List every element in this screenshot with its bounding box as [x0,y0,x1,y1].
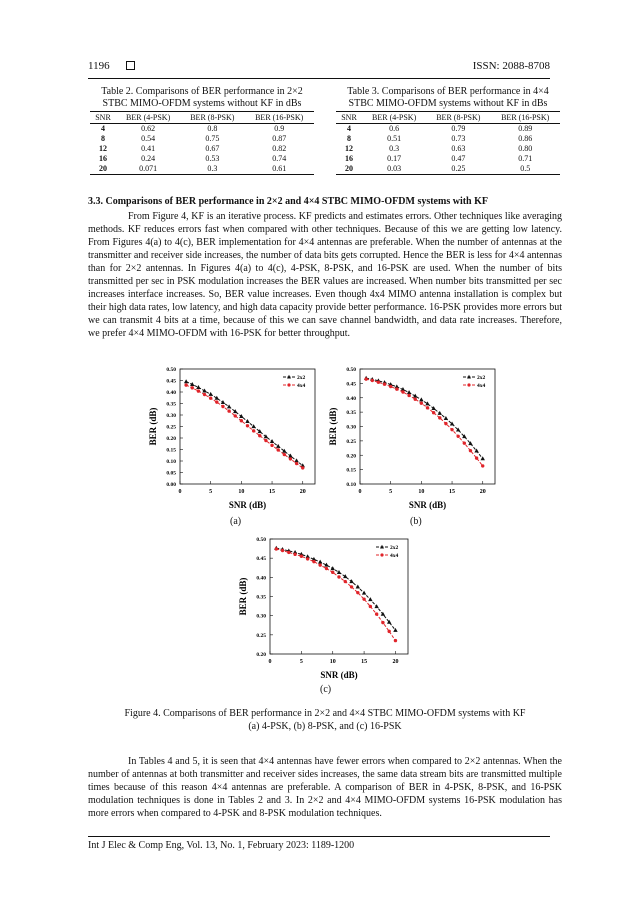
table-cell: 0.54 [141,134,156,143]
data-point-4x4 [426,406,429,409]
y-tick-label: 0.35 [166,401,176,408]
section-heading: 3.3. Comparisons of BER performance in 2×2 and 4×4 STBC MIMO-OFDM systems with KF [88,196,488,207]
table-cell: 0.71 [518,154,533,163]
x-tick-label: 10 [329,659,336,665]
legend-label: 4x4 [390,553,399,559]
ber-chart-8psk [326,362,501,514]
data-point-4x4 [240,419,243,422]
y-tick-label: 0.15 [166,447,176,454]
data-point-2x2 [221,400,225,404]
y-tick-label: 0.25 [346,438,356,445]
legend-label: 2x2 [390,545,399,551]
table-cell: 0.53 [205,154,220,163]
x-tick-label: 20 [299,489,306,495]
data-point-4x4 [191,386,194,389]
data-point-4x4 [184,383,187,386]
data-point-4x4 [375,612,378,615]
data-point-4x4 [344,580,347,583]
table-cell: 0.24 [141,154,156,163]
data-point-2x2 [362,591,366,595]
data-point-4x4 [362,597,365,600]
data-point-4x4 [281,549,284,552]
table-cell: 4 [347,124,352,133]
y-tick-label: 0.20 [256,652,266,658]
data-point-4x4 [387,630,390,633]
data-point-4x4 [203,393,206,396]
table-2-grid [90,111,314,175]
legend-label: 2x2 [477,375,486,381]
figure-caption [88,707,562,733]
data-point-4x4 [275,547,278,550]
data-point-2x2 [368,597,372,601]
data-point-4x4 [432,411,435,414]
data-point-4x4 [356,591,359,594]
x-tick-label: 10 [238,489,245,495]
table-cell: 0.74 [272,154,287,163]
data-point-4x4 [221,405,224,408]
table-cell: 0.79 [451,124,466,133]
table-cell: 12 [345,144,354,153]
data-point-2x2 [374,604,378,608]
x-axis-label: SNR (dB) [320,670,358,680]
data-point-2x2 [184,379,188,383]
x-axis-label: SNR (dB) [408,500,447,510]
series-line-2x2 [366,378,483,459]
table-row [90,124,314,135]
table-cell: 0.3 [389,144,400,153]
x-tick-label: 10 [418,489,425,495]
data-point-4x4 [331,571,334,574]
data-point-4x4 [444,422,447,425]
table-cell: 16 [345,154,354,163]
x-tick-label: 20 [392,659,399,665]
table-row [336,134,560,144]
data-point-4x4 [293,553,296,556]
data-point-4x4 [420,402,423,405]
table-3 [336,86,560,175]
series-line-2x2 [276,548,395,630]
table-row [336,154,560,164]
table-header-cell: BER (8-PSK) [180,112,244,124]
y-tick-label: 0.45 [346,381,356,388]
table-cell: 0.6 [389,124,400,133]
table-cell: 0.071 [116,164,180,175]
table-cell: 0.75 [205,134,220,143]
y-tick-label: 0.30 [346,424,356,431]
data-point-4x4 [227,409,230,412]
data-point-2x2 [356,585,360,589]
legend-label: 4x4 [477,383,486,389]
footer-divider [88,836,550,837]
x-tick-label: 15 [269,489,276,495]
data-point-4x4 [287,551,290,554]
table-cell: 0.17 [387,154,402,163]
x-tick-label: 0 [358,489,362,495]
y-tick-label: 0.20 [346,453,356,460]
page-number: 1196 [88,60,110,72]
x-tick-label: 5 [209,489,213,495]
table-cell: 0.87 [272,134,287,143]
data-point-4x4 [246,424,249,427]
y-tick-label: 0.10 [346,482,356,488]
y-tick-label: 0.10 [166,459,176,465]
data-point-2x2 [431,406,435,410]
data-point-2x2 [245,419,249,423]
table-cell: 0.41 [141,144,156,153]
table-header-cell: BER (4-PSK) [362,112,426,124]
table-cell: 20 [336,164,362,175]
data-point-2x2 [343,574,347,578]
subfigure-label-c: (c) [320,684,332,695]
data-point-4x4 [350,585,353,588]
data-point-4x4 [283,453,286,456]
table-cell: 4 [101,124,106,133]
table-3-caption: Table 3. Comparisons of BER performance in 4×4 STBC MIMO-OFDM systems without KF in dBs [347,86,549,109]
x-tick-label: 5 [299,659,303,665]
table-cell: 12 [99,144,108,153]
body-paragraph-2: In Tables 4 and 5, it is seen that 4×4 antennas have fewer errors when compared to 2×2 antennas. When the number of antennas at both transmitter and receiver sides increases, the same data stream bits are transmitted multiple times because of this reason 4×4 antennas are preferable. A comparison of BER in 4-PSK, 8-PSK, and 16-PSK modulation techniques is done in Tables 2 and 3. In 2×2 and 4×4 MIMO-OFDM systems 16-PSK modulation has more errors when compared to 4-PSK and 8-PSK modulation techniques. [88,756,562,819]
y-axis-label: BER (dB) [328,407,338,446]
data-point-4x4 [289,457,292,460]
table-row [90,144,314,154]
table-3-grid [336,111,560,175]
data-point-4x4 [395,387,398,390]
y-tick-label: 0.45 [166,378,176,385]
data-point-4x4 [264,439,267,442]
table-cell: 0.47 [451,154,466,163]
data-point-4x4 [276,448,279,451]
table-row [336,164,560,175]
table-row [336,124,560,135]
data-point-4x4 [383,383,386,386]
y-tick-label: 0.50 [166,367,176,373]
plot-frame [270,539,408,654]
legend-marker-4x4 [380,553,383,556]
table-cell: 0.80 [518,144,533,153]
data-point-4x4 [407,394,410,397]
data-point-4x4 [381,621,384,624]
data-point-2x2 [294,458,298,462]
table-cell: 0.67 [205,144,220,153]
data-point-4x4 [318,563,321,566]
series-line-4x4 [276,549,395,641]
table-cell: 0.62 [141,124,156,133]
y-tick-label: 0.50 [256,537,266,543]
data-point-4x4 [401,390,404,393]
body-paragraph-1: From Figure 4, KF is an iterative process. KF predicts and estimates errors. Other techniques like averaging methods. KF reduces errors fast when compared with other techniques. Because of this we are getting low latency. From Figures 4(a) to 4(c), BER implementation for 4×4 antennas are preferable. When the number of antennas at the transmitter and receiver side increases, the number of data bits gets corrupted. Hence the BER is less for 4×4 antennas than for 2×2 antennas. In Figures 4(a) to 4(c), 4-PSK, 8-PSK, and 16-PSK are used. When the number of bits transmitted per sec in PSK modulation increases the BER values are increased. When number bits transmitted per sec increases interface increases. So, BER value increases. Even though 4x4 MIMO antenna installation is complex but their high data rates, low latency, and high data capacity provide better performance. 16-PSK provides more errors but we can transmit 4 bits at a time, because of this we can save channel bandwidth, and data rate increases. Therefore, we prefer 4×4 MIMO-OFDM with 16-PSK for better throughput. [88,211,562,339]
x-tick-label: 5 [389,489,393,495]
footer-citation: Int J Elec & Comp Eng, Vol. 13, No. 1, February 2023: 1189-1200 [88,840,355,851]
data-point-4x4 [469,449,472,452]
table-header-cell: SNR [336,112,362,124]
y-tick-label: 0.50 [346,367,356,373]
legend-label: 2x2 [297,375,306,381]
y-tick-label: 0.40 [346,395,356,402]
table-row [90,164,314,175]
x-tick-label: 15 [449,489,456,495]
y-axis-label: BER (dB) [238,577,248,616]
plot-frame [360,369,495,484]
data-point-4x4 [300,555,303,558]
data-point-2x2 [438,411,442,415]
y-tick-label: 0.45 [256,556,266,563]
data-point-4x4 [270,444,273,447]
header-divider [88,78,550,79]
y-tick-label: 0.25 [166,424,176,431]
table-cell: 0.8 [207,124,218,133]
table-cell: 0.86 [518,134,533,143]
y-tick-label: 0.40 [256,575,266,582]
issn: ISSN: 2088-8708 [472,60,550,72]
data-point-4x4 [252,429,255,432]
x-tick-label: 0 [268,659,272,665]
table-cell: 0.9 [274,124,285,133]
table-header-cell: SNR [90,112,116,124]
y-tick-label: 0.05 [166,470,176,477]
table-cell: 16 [99,154,108,163]
y-tick-label: 0.35 [256,594,266,601]
table-2 [90,86,314,175]
data-point-4x4 [450,428,453,431]
table-cell: 0.3 [180,164,244,175]
data-point-4x4 [209,397,212,400]
legend-marker-4x4 [467,383,470,386]
table-header-cell: BER (16-PSK) [244,112,314,124]
x-tick-label: 0 [178,489,182,495]
y-tick-label: 0.40 [166,390,176,396]
y-tick-label: 0.00 [166,482,176,488]
table-header-cell: BER (8-PSK) [426,112,490,124]
y-tick-label: 0.25 [256,632,266,639]
data-point-4x4 [325,567,328,570]
table-header-cell: BER (16-PSK) [490,112,560,124]
table-cell: 0.73 [451,134,466,143]
table-cell: 0.5 [490,164,560,175]
data-point-4x4 [234,414,237,417]
table-cell: 0.51 [387,134,402,143]
x-axis-label: SNR (dB) [228,500,267,510]
ber-chart-4psk [146,362,321,514]
table-cell: 0.03 [362,164,426,175]
table-header-cell: BER (4-PSK) [116,112,180,124]
data-point-4x4 [438,416,441,419]
table-cell: 0.61 [244,164,314,175]
y-axis-label: BER (dB) [148,407,158,446]
table-row [90,134,314,144]
x-tick-label: 20 [479,489,486,495]
data-point-4x4 [295,462,298,465]
data-point-4x4 [215,400,218,403]
ber-chart-16psk [236,532,414,684]
data-point-4x4 [306,557,309,560]
series-line-4x4 [366,379,483,466]
data-point-4x4 [394,639,397,642]
data-point-2x2 [419,397,423,401]
data-point-4x4 [456,435,459,438]
figure-caption-line-1: Figure 4. Comparisons of BER performance in 2×2 and 4×4 STBC MIMO-OFDM systems with KF [124,708,526,719]
table-cell: 8 [101,134,106,143]
legend-label: 4x4 [297,383,306,389]
table-cell: 0.82 [272,144,287,153]
y-tick-label: 0.30 [256,613,266,620]
y-tick-label: 0.15 [346,467,356,474]
data-point-4x4 [258,434,261,437]
data-point-2x2 [425,401,429,405]
data-point-4x4 [371,379,374,382]
table-cell: 0.89 [518,124,533,133]
square-icon [126,61,135,70]
data-point-2x2 [318,560,322,564]
data-point-4x4 [414,397,417,400]
table-2-caption: Table 2. Comparisons of BER performance in 2×2 STBC MIMO-OFDM systems without KF in dBs [101,86,303,109]
data-point-2x2 [407,390,411,394]
y-tick-label: 0.20 [166,436,176,442]
data-point-4x4 [337,575,340,578]
data-point-2x2 [227,404,231,408]
table-cell: 0.63 [451,144,466,153]
data-point-4x4 [301,466,304,469]
table-cell: 0.25 [426,164,490,175]
subfigure-label-b: (b) [410,516,422,527]
figure-caption-line-2: (a) 4-PSK, (b) 8-PSK, and (c) 16-PSK [248,721,402,732]
data-point-4x4 [475,456,478,459]
data-point-2x2 [270,439,274,443]
y-tick-label: 0.30 [166,413,176,419]
data-point-4x4 [377,381,380,384]
legend-marker-4x4 [287,383,290,386]
data-point-4x4 [481,464,484,467]
table-cell: 8 [347,134,352,143]
data-point-2x2 [349,579,353,583]
data-point-4x4 [364,377,367,380]
data-point-4x4 [197,389,200,392]
data-point-4x4 [389,385,392,388]
table-row [90,154,314,164]
table-row [336,144,560,154]
data-point-2x2 [481,456,485,460]
table-cell: 20 [90,164,116,175]
data-point-4x4 [369,605,372,608]
data-point-2x2 [337,570,341,574]
data-point-4x4 [463,441,466,444]
x-tick-label: 15 [361,659,368,665]
y-tick-label: 0.35 [346,410,356,417]
data-point-2x2 [208,392,212,396]
data-point-4x4 [312,560,315,563]
subfigure-label-a: (a) [230,516,242,527]
